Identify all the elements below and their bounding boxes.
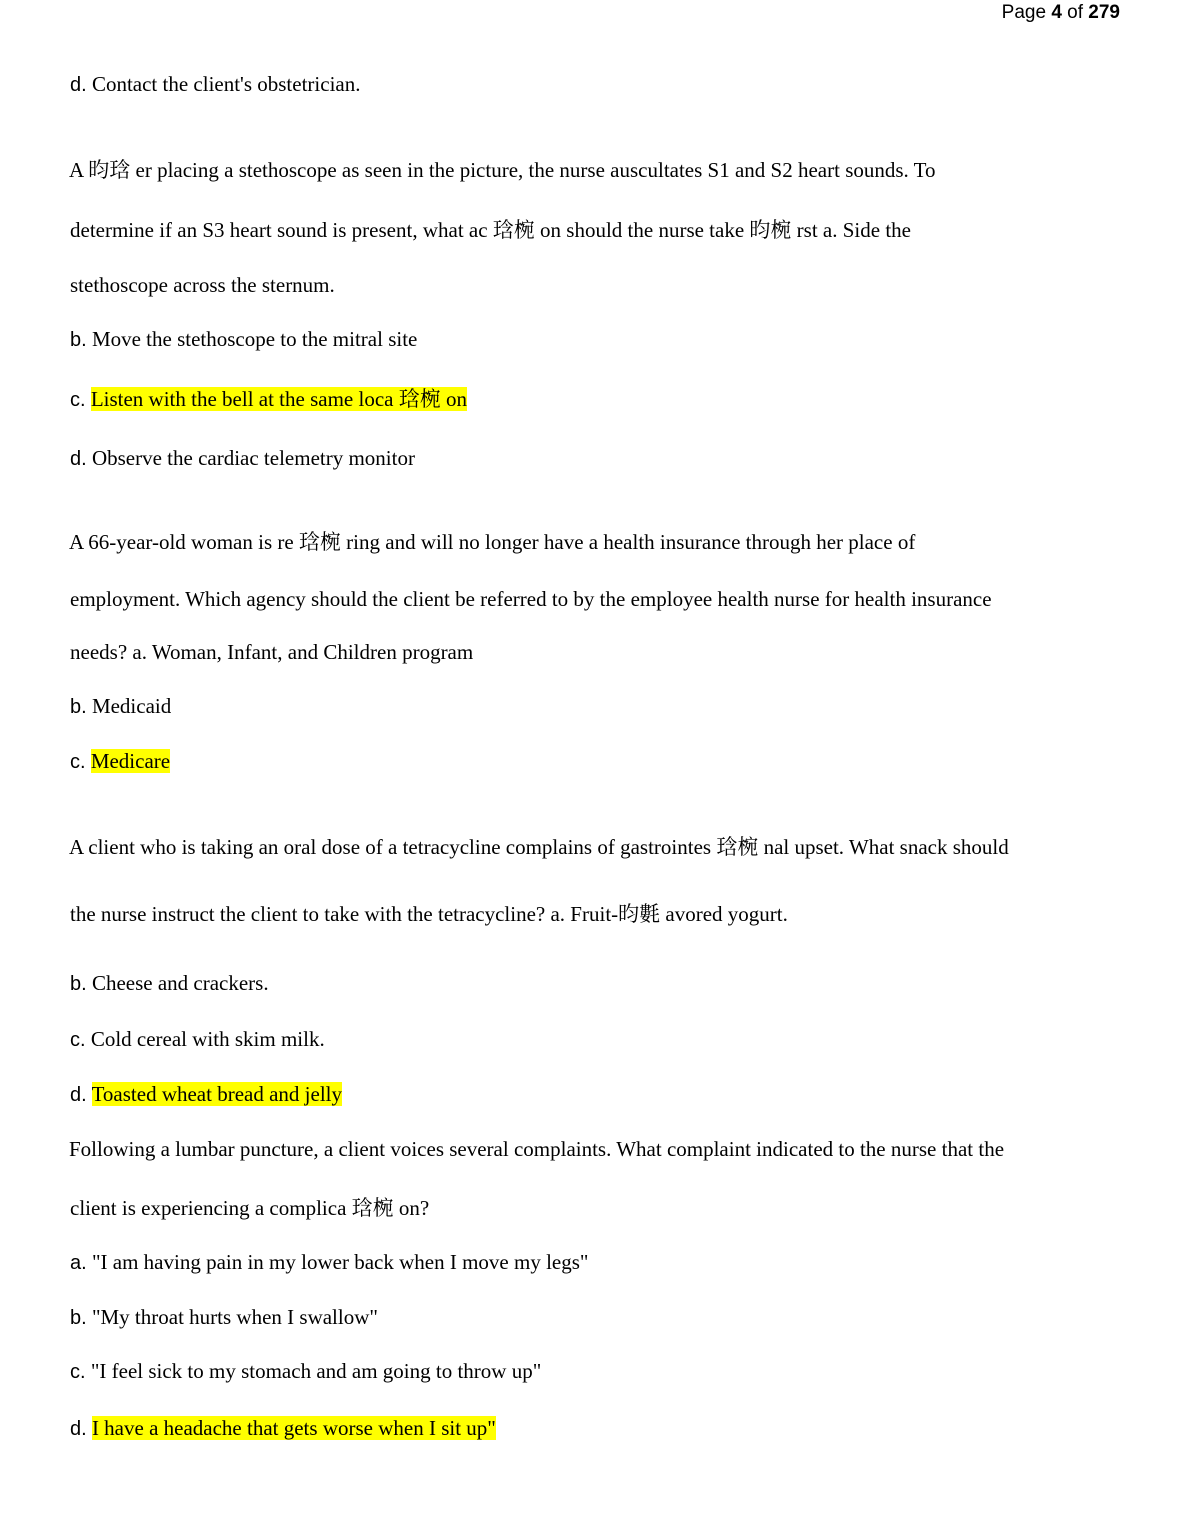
- option-text: "I feel sick to my stomach and am going to throw up": [85, 1359, 542, 1383]
- highlighted-answer: Toasted wheat bread and jelly: [91, 1082, 342, 1106]
- option-letter: c.: [70, 1029, 86, 1051]
- stem-text: A 66-year-old woman is re 琀椀 ring and will no longer have a health insurance through her place of: [69, 530, 916, 554]
- stem-text: the nurse instruct the client to take with the tetracycline? a. Fruit-昀氀 avored yogurt.: [70, 902, 788, 926]
- option-letter: c.: [70, 389, 86, 411]
- question-stem-line: [69, 1137, 1004, 1162]
- highlighted-answer: I have a headache that gets worse when I sit up": [91, 1416, 496, 1440]
- stem-text: client is experiencing a complica 琀椀 on?: [70, 1196, 430, 1220]
- answer-option-correct: [70, 1416, 496, 1441]
- question-stem-line: [70, 214, 911, 244]
- question-stem-line: [70, 898, 788, 928]
- option-letter: a.: [70, 1252, 87, 1274]
- option-text: "I am having pain in my lower back when I move my legs": [86, 1250, 589, 1274]
- answer-option: [70, 971, 269, 996]
- option-letter: c.: [70, 1361, 86, 1383]
- option-text: Cold cereal with skim milk.: [85, 1027, 325, 1051]
- answer-option: [70, 327, 417, 352]
- page-label: Page: [1001, 2, 1052, 23]
- answer-option-correct: [70, 1082, 342, 1107]
- answer-option: [70, 72, 360, 97]
- page-number-header: [1002, 2, 1120, 24]
- answer-option: [70, 1027, 325, 1052]
- stem-text: determine if an S3 heart sound is present, what ac 琀椀 on should the nurse take 昀椀 rst a. Side the: [70, 218, 911, 242]
- stem-text: A client who is taking an oral dose of a tetracycline complains of gastrointes 琀椀 nal upset. What snack should: [69, 835, 1009, 859]
- stem-text: Following a lumbar puncture, a client voices several complaints. What complaint indicated to the nurse that the: [69, 1137, 1005, 1161]
- question-stem-line: [69, 154, 936, 184]
- stem-text: needs? a. Woman, Infant, and Children program: [70, 640, 474, 664]
- page-of-label: of: [1061, 2, 1089, 23]
- answer-option-correct: [70, 749, 170, 774]
- option-text: Medicaid: [86, 694, 172, 718]
- option-letter: b.: [70, 1307, 87, 1329]
- answer-option: [70, 1250, 588, 1275]
- option-text: Move the stethoscope to the mitral site: [86, 327, 418, 351]
- option-letter: d.: [70, 448, 87, 470]
- question-stem-line: [69, 831, 1009, 861]
- option-text: Cheese and crackers.: [86, 971, 269, 995]
- question-stem-line: [70, 273, 335, 298]
- option-letter: d.: [70, 1084, 87, 1106]
- highlighted-answer: Medicare: [90, 749, 171, 773]
- answer-option: [70, 1359, 541, 1384]
- question-stem-line: [69, 526, 915, 556]
- stem-text: A 昀琀 er placing a stethoscope as seen in the picture, the nurse auscultates S1 and S2 heart sounds. To: [69, 158, 936, 182]
- option-text: Observe the cardiac telemetry monitor: [86, 446, 415, 470]
- answer-option: [70, 1305, 378, 1330]
- total-page-number: 279: [1088, 2, 1120, 23]
- answer-option: [70, 446, 415, 471]
- question-stem-line: [70, 1192, 429, 1222]
- option-letter: b.: [70, 696, 87, 718]
- current-page-number: 4: [1051, 2, 1062, 23]
- question-stem-line: [70, 587, 992, 612]
- answer-option: [70, 694, 171, 719]
- stem-text: stethoscope across the sternum.: [70, 273, 335, 297]
- question-stem-line: [70, 640, 473, 665]
- option-text: Contact the client's obstetrician.: [86, 72, 361, 96]
- highlighted-answer: Listen with the bell at the same loca 琀椀 on: [90, 387, 467, 411]
- option-letter: d.: [70, 74, 87, 96]
- option-letter: d.: [70, 1418, 87, 1440]
- option-letter: b.: [70, 329, 87, 351]
- answer-option-correct: [70, 383, 467, 413]
- option-letter: b.: [70, 973, 87, 995]
- option-letter: c.: [70, 751, 86, 773]
- option-text: "My throat hurts when I swallow": [86, 1305, 378, 1329]
- stem-text: employment. Which agency should the client be referred to by the employee health nurse for health insurance: [70, 587, 992, 611]
